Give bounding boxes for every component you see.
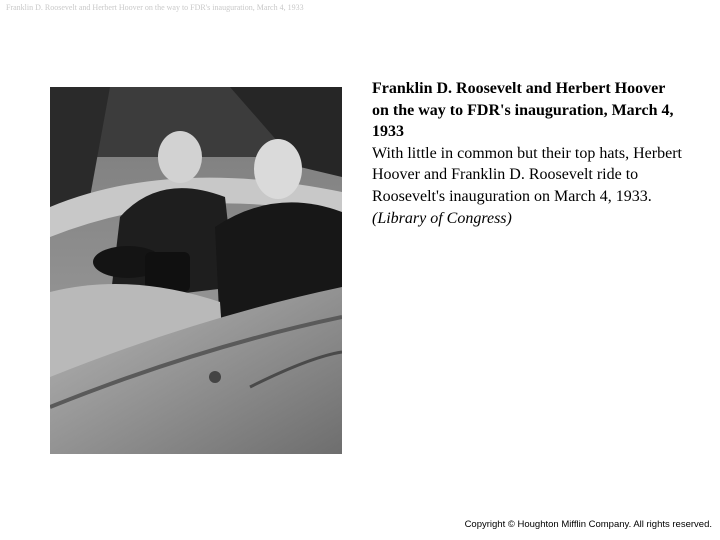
photo-caption: [372, 78, 682, 229]
caption-title: Franklin D. Roosevelt and Herbert Hoover on the way to FDR's inauguration, March 4, 1933: [372, 80, 674, 141]
historical-photo: [50, 87, 342, 454]
slide-header-title: Franklin D. Roosevelt and Herbert Hoover on the way to FDR's inauguration, March 4, 1933: [6, 3, 304, 12]
caption-body: With little in common but their top hats, Herbert Hoover and Franklin D. Roosevelt ride to Roosevelt's inauguration on March 4, 1933.: [372, 144, 682, 205]
copyright-notice: Copyright © Houghton Mifflin Company. All rights reserved.: [464, 519, 712, 530]
caption-credit: (Library of Congress): [372, 209, 512, 227]
